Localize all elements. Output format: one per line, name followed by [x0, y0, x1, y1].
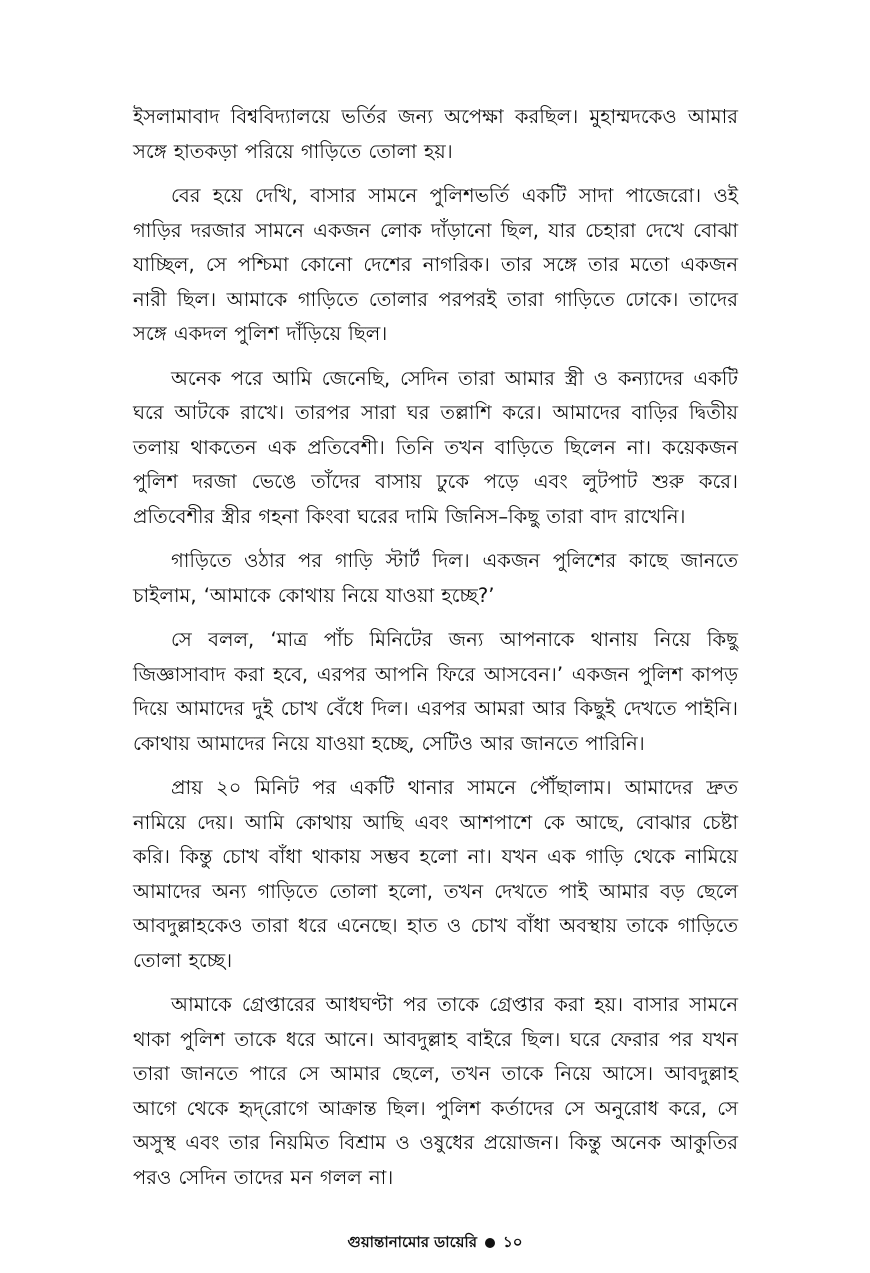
- paragraph-7: আমাকে গ্রেপ্তারের আধঘণ্টা পর তাকে গ্রেপ্তার করা হয়। বাসার সামনে থাকা পুলিশ তাকে ধরে আনে। আবদুল্লাহ বাইরে ছিল। ঘরে ফেরার পর যখন তারা জানতে পারে সে আমার ছেলে, তখন তাকে নিয়ে আসে। আবদুল্লাহ আগে থেকে হৃদ্‌রোগে আক্রান্ত ছিল। পুলিশ কর্তাদের সে অনুরোধ করে, সে অসুস্থ এবং তার নিয়মিত বিশ্রাম ও ওষুধের প্রয়োজন। কিন্তু অনেক আকুতির পরও সেদিন তাদের মন গলল না।: [133, 993, 738, 1189]
- paragraph-1: ইসলামাবাদ বিশ্ববিদ্যালয়ে ভর্তির জন্য অপেক্ষা করছিল। মুহাম্মদকেও আমার সঙ্গে হাতকড়া পরিয়ে গাড়িতে তোলা হয়।: [133, 105, 738, 163]
- paragraph-5: সে বলল, ‘মাত্র পাঁচ মিনিটের জন্য আপনাকে থানায় নিয়ে কিছু জিজ্ঞাসাবাদ করা হবে, এরপর আপনি ফিরে আসবেন।’ একজন পুলিশ কাপড় দিয়ে আমাদের দুই চোখ বেঁধে দিল। এরপর আমরা আর কিছুই দেখতে পাইনি। কোথায় আমাদের নিয়ে যাওয়া হচ্ছে, সেটিও আর জানতে পারিনি।: [133, 628, 738, 755]
- running-title: গুয়ান্তানামোর ডায়েরি: [347, 1233, 477, 1251]
- page-number: ১০: [502, 1233, 523, 1251]
- bullet-separator-icon: [485, 1238, 495, 1248]
- paragraph-6: প্রায় ২০ মিনিট পর একটি থানার সামনে পৌঁছালাম। আমাদের দ্রুত নামিয়ে দেয়। আমি কোথায় আছি এবং আশপাশে কে আছে, বোঝার চেষ্টা করি। কিন্তু চোখ বাঁধা থাকায় সম্ভব হলো না। যখন এক গাড়ি থেকে নামিয়ে আমাদের অন্য গাড়িতে তোলা হলো, তখন দেখতে পাই আমার বড় ছেলে আবদুল্লাহকেও তারা ধরে এনেছে। হাত ও চোখ বাঁধা অবস্থায় তাকে গাড়িতে তোলা হচ্ছে।: [133, 776, 738, 972]
- page-footer: [0, 1231, 870, 1253]
- page-body: [133, 100, 738, 1205]
- paragraph-4: গাড়িতে ওঠার পর গাড়ি স্টার্ট দিল। একজন পুলিশের কাছে জানতে চাইলাম, ‘আমাকে কোথায় নিয়ে যাওয়া হচ্ছে?’: [133, 549, 738, 607]
- paragraph-3: অনেক পরে আমি জেনেছি, সেদিন তারা আমার স্ত্রী ও কন্যাদের একটি ঘরে আটকে রাখে। তারপর সারা ঘর তল্লাশি করে। আমাদের বাড়ির দ্বিতীয় তলায় থাকতেন এক প্রতিবেশী। তিনি তখন বাড়িতে ছিলেন না। কয়েকজন পুলিশ দরজা ভেঙে তাঁদের বাসায় ঢুকে পড়ে এবং লুটপাট শুরু করে। প্রতিবেশীর স্ত্রীর গহনা কিংবা ঘরের দামি জিনিস–কিছু তারা বাদ রাখেনি।: [133, 366, 738, 528]
- paragraph-2: বের হয়ে দেখি, বাসার সামনে পুলিশভর্তি একটি সাদা পাজেরো। ওই গাড়ির দরজার সামনে একজন লোক দাঁড়ানো ছিল, যার চেহারা দেখে বোঝা যাচ্ছিল, সে পশ্চিমা কোনো দেশের নাগরিক। তার সঙ্গে তার মতো একজন নারী ছিল। আমাকে গাড়িতে তোলার পরপরই তারা গাড়িতে ঢোকে। তাদের সঙ্গে একদল পুলিশ দাঁড়িয়ে ছিল।: [133, 184, 738, 345]
